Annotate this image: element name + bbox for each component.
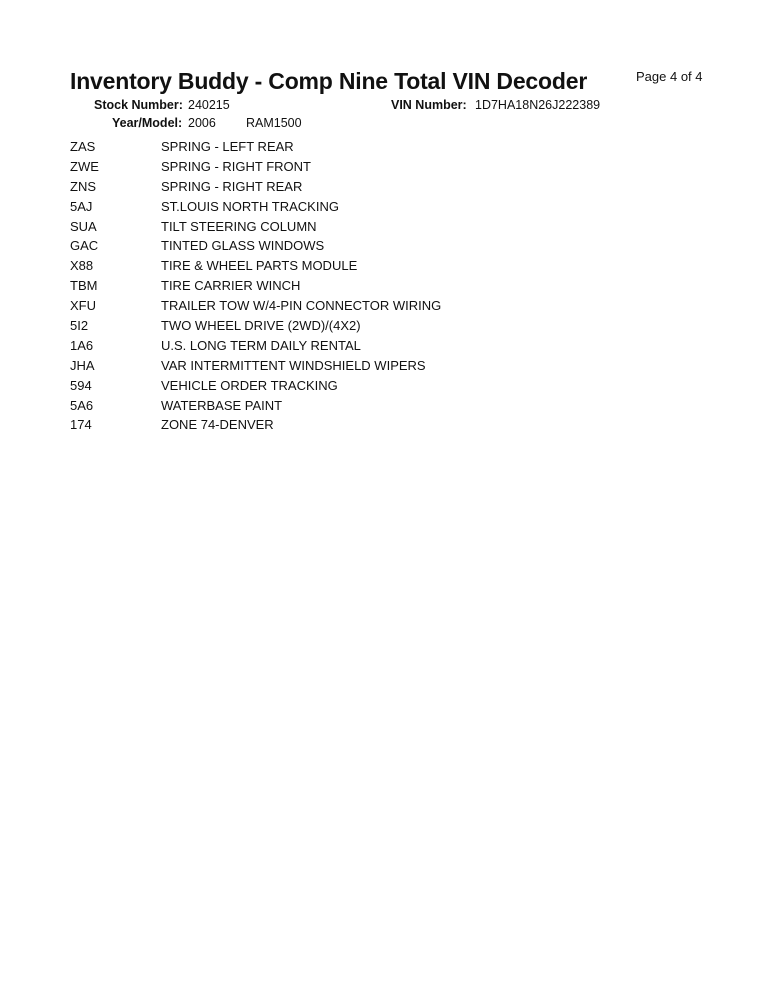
page-indicator: Page 4 of 4 <box>636 69 703 84</box>
option-description: SPRING - LEFT REAR <box>161 139 294 154</box>
option-row <box>70 258 670 278</box>
option-description: TIRE & WHEEL PARTS MODULE <box>161 258 358 274</box>
option-description: VEHICLE ORDER TRACKING <box>161 377 338 393</box>
option-row <box>70 159 670 179</box>
option-row <box>70 417 670 437</box>
document-title: Inventory Buddy - Comp Nine Total VIN Decoder <box>70 68 588 94</box>
option-description: TINTED GLASS WINDOWS <box>161 238 325 254</box>
option-row <box>70 378 670 398</box>
option-code: ZAS <box>70 139 96 154</box>
stock-number-value: 240215 <box>188 98 230 112</box>
option-description: WATERBASE PAINT <box>161 397 283 413</box>
option-code: GAC <box>70 238 99 254</box>
option-code: XFU <box>70 298 96 314</box>
option-description: TRAILER TOW W/4-PIN CONNECTOR WIRING <box>161 298 442 314</box>
year-model-label: Year/Model: <box>112 116 183 130</box>
vin-number-label: VIN Number: <box>391 98 467 112</box>
option-row <box>70 238 670 258</box>
option-description: SPRING - RIGHT REAR <box>161 178 303 194</box>
option-row <box>70 318 670 338</box>
year-value: 2006 <box>188 116 216 130</box>
option-row <box>70 278 670 298</box>
options-list <box>70 139 670 437</box>
option-row <box>70 338 670 358</box>
option-code: 5A6 <box>70 397 94 413</box>
option-description: TIRE CARRIER WINCH <box>161 278 301 294</box>
option-description: TWO WHEEL DRIVE (2WD)/(4X2) <box>161 318 361 334</box>
option-row <box>70 298 670 318</box>
option-code: X88 <box>70 258 94 274</box>
option-description: ZONE 74-DENVER <box>161 417 274 433</box>
option-row <box>70 358 670 378</box>
option-row <box>70 219 670 239</box>
option-row <box>70 398 670 418</box>
vin-number-value: 1D7HA18N26J222389 <box>475 98 601 112</box>
option-code: ZNS <box>70 178 96 194</box>
option-code: SUA <box>70 218 97 234</box>
option-code: 5AJ <box>70 198 93 214</box>
option-code: 5I2 <box>70 318 89 334</box>
model-value: RAM1500 <box>246 116 302 130</box>
option-row <box>70 199 670 219</box>
option-code: 1A6 <box>70 337 94 353</box>
option-description: U.S. LONG TERM DAILY RENTAL <box>161 337 361 353</box>
option-code: TBM <box>70 278 98 294</box>
option-description: TILT STEERING COLUMN <box>161 218 317 234</box>
option-description: SPRING - RIGHT FRONT <box>161 158 311 174</box>
option-description: ST.LOUIS NORTH TRACKING <box>161 198 339 214</box>
option-code: 174 <box>70 417 92 433</box>
option-row <box>70 179 670 199</box>
option-code: 594 <box>70 377 92 393</box>
option-row <box>70 139 670 159</box>
option-code: JHA <box>70 357 95 373</box>
stock-number-label: Stock Number: <box>94 98 183 112</box>
option-code: ZWE <box>70 158 99 174</box>
option-description: VAR INTERMITTENT WINDSHIELD WIPERS <box>161 357 426 373</box>
